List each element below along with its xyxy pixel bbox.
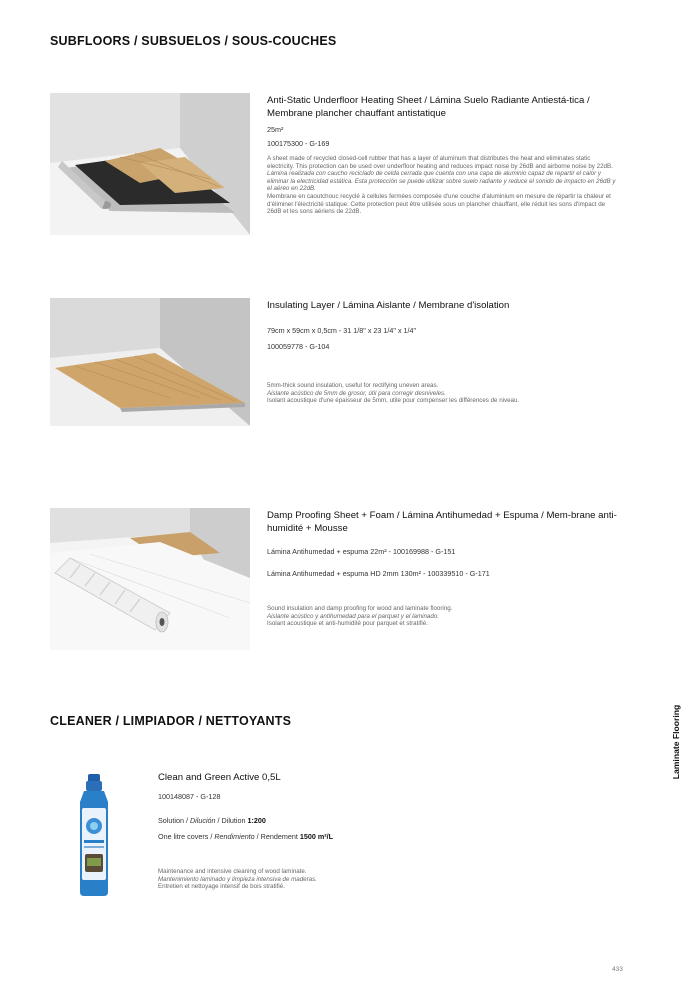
product-clean-and-green: [158, 771, 478, 891]
product-title: Clean and Green Active 0,5L: [158, 772, 281, 783]
dilution-line: Solution / Dilución / Dilution 1:200: [158, 816, 266, 825]
desc-en: Maintenance and intensive cleaning of wood laminate.: [158, 868, 307, 875]
desc-en: A sheet made of recycled closed-cell rubber that has a layer of aluminum that distributes the heat and eliminates static electricity. This protection can be used over underfloor heating and reduces impact noise by 26dB and airborne noise by 22dB.: [267, 155, 613, 170]
desc-es: Aislante acústico de 5mm de grosor, útil para corregir desniveles.: [267, 389, 446, 397]
desc-fr: Entretien et nettoyage intensif de bois stratifié.: [158, 883, 285, 891]
desc-es: Mantenimiento laminado y limpieza intensiva de maderas.: [158, 875, 317, 883]
product-size: 79cm x 59cm x 0,5cm - 31 1/8" x 23 1/4" x 1/4": [267, 326, 417, 335]
desc-fr: Isolant acoustique d'une épaisseur de 5mm, utile pour compenser les différences de niveau.: [267, 397, 520, 405]
product-ref: 100175300 - G-169: [267, 139, 330, 148]
product-ref: 100148087 - G-128: [158, 792, 221, 801]
underfloor-heating-sheet-image: [50, 93, 250, 235]
product-line-1: Lámina Antihumedad + espuma 22m² - 100169988 - G-151: [267, 547, 456, 556]
product-underfloor-heating-sheet: [267, 94, 617, 216]
product-title: Damp Proofing Sheet + Foam / Lámina Antihumedad + Espuma / Mem-brane anti-humidité + Mousse: [267, 510, 617, 534]
yield-line: One litre covers / Rendimiento / Rendement 1500 m²/L: [158, 832, 334, 841]
desc-en: Sound insulation and damp proofing for wood and laminate flooring.: [267, 605, 453, 612]
insulating-layer-image: [50, 298, 250, 426]
product-insulating-layer: [267, 299, 617, 405]
damp-proofing-sheet-image: [50, 508, 250, 650]
product-title: Insulating Layer / Lámina Aislante / Membrane d'isolation: [267, 300, 510, 311]
product-line-2: Lámina Antihumedad + espuma HD 2mm 130m² - 100339510 - G-171: [267, 569, 490, 578]
product-size: 25m²: [267, 125, 284, 134]
subfloors-section-title: SUBFLOORS / SUBSUELOS / SOUS-COUCHES: [50, 34, 337, 48]
cleaner-bottle-image: [74, 774, 114, 896]
desc-es: Aislante acústico y antihumedad para el parquet y el laminado.: [267, 612, 439, 620]
desc-fr: Isolant acoustique et anti-humidité pour parquet et stratifié.: [267, 620, 428, 628]
cleaner-section-title: CLEANER / LIMPIADOR / NETTOYANTS: [50, 714, 292, 728]
side-category-label: Laminate Flooring: [671, 704, 681, 780]
page-number: 433: [612, 966, 623, 973]
desc-es: Lámina realizada con caucho reciclado de celda cerrada que cuenta con una capa de aluminio capaz de repartir el calor y eliminar la electricidad estática. Esta protección se puede utilizar sobre suelo radiante y reduce el sonido de impacto en 26dB y el aéreo en 22dB.: [267, 170, 616, 193]
product-title: Anti-Static Underfloor Heating Sheet / Lámina Suelo Radiante Antiestá-tica / Membrane plancher chauffant antistatique: [267, 95, 590, 119]
product-ref: 100059778 - G-104: [267, 342, 330, 351]
desc-fr: Membrane en caoutchouc recyclé à cellules fermées composée d'une couche d'aluminium en mesure de répartir la chaleur et d'éliminer l'électricité statique. Cette protection peut être utilisée sous un plancher chauffant, elle réduit les sons d'impact de 26dB et les sons aériens de 22dB.: [267, 192, 611, 216]
product-damp-proofing-sheet: [267, 509, 617, 628]
desc-en: 5mm-thick sound insulation, useful for rectifying uneven areas.: [267, 382, 439, 389]
